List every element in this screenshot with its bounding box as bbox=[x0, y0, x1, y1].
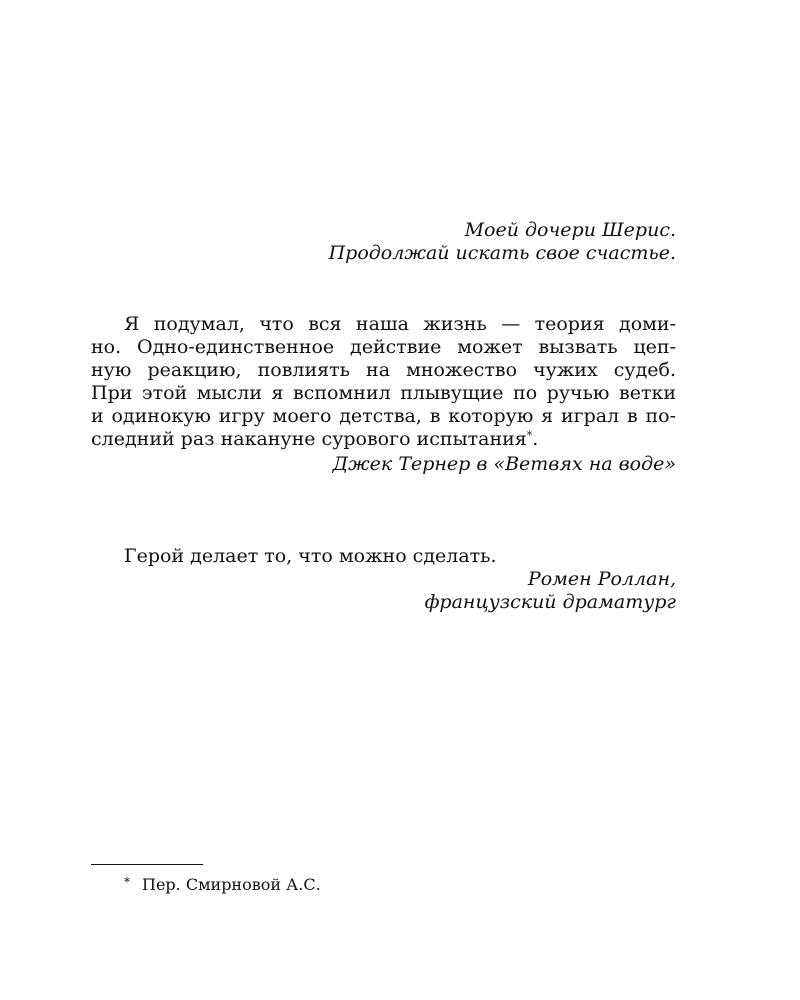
footnote-mark: * bbox=[124, 875, 130, 889]
footnote bbox=[124, 872, 321, 895]
dedication-line-1: Моей дочери Шерис. bbox=[464, 219, 676, 241]
epigraph-1-attribution: Джек Тернер в «Ветвях на воде» bbox=[332, 453, 676, 475]
footnote-divider bbox=[91, 864, 203, 865]
epigraph-1-line: но. Одно-единственное действие может вызвать цеп- bbox=[91, 336, 676, 358]
epigraph-2-text: Герой делает то, что можно сделать. bbox=[124, 545, 497, 567]
epigraph-1-line: ную реакцию, повлиять на множество чужих судеб. bbox=[91, 359, 676, 381]
epigraph-1-line: следний раз накануне сурового испытания bbox=[91, 428, 527, 450]
epigraph-1-line: Я подумал, что вся наша жизнь — теория доми- bbox=[124, 313, 676, 335]
footnote-reference: * bbox=[526, 429, 533, 442]
epigraph-1-last-line bbox=[91, 428, 538, 451]
footnote-text: Пер. Смирновой А.С. bbox=[142, 875, 321, 894]
epigraph-1-end-punct: . bbox=[532, 428, 539, 450]
epigraph-1-line: и одинокую игру моего детства, в которую я играл в по- bbox=[91, 405, 676, 427]
epigraph-2-attribution-role: французский драматург bbox=[424, 591, 676, 613]
epigraph-2-attribution-name: Ромен Роллан, bbox=[527, 568, 676, 590]
dedication-line-2: Продолжай искать свое счастье. bbox=[328, 242, 676, 264]
epigraph-1-line: При этой мысли я вспомнил плывущие по ручью ветки bbox=[91, 382, 676, 404]
